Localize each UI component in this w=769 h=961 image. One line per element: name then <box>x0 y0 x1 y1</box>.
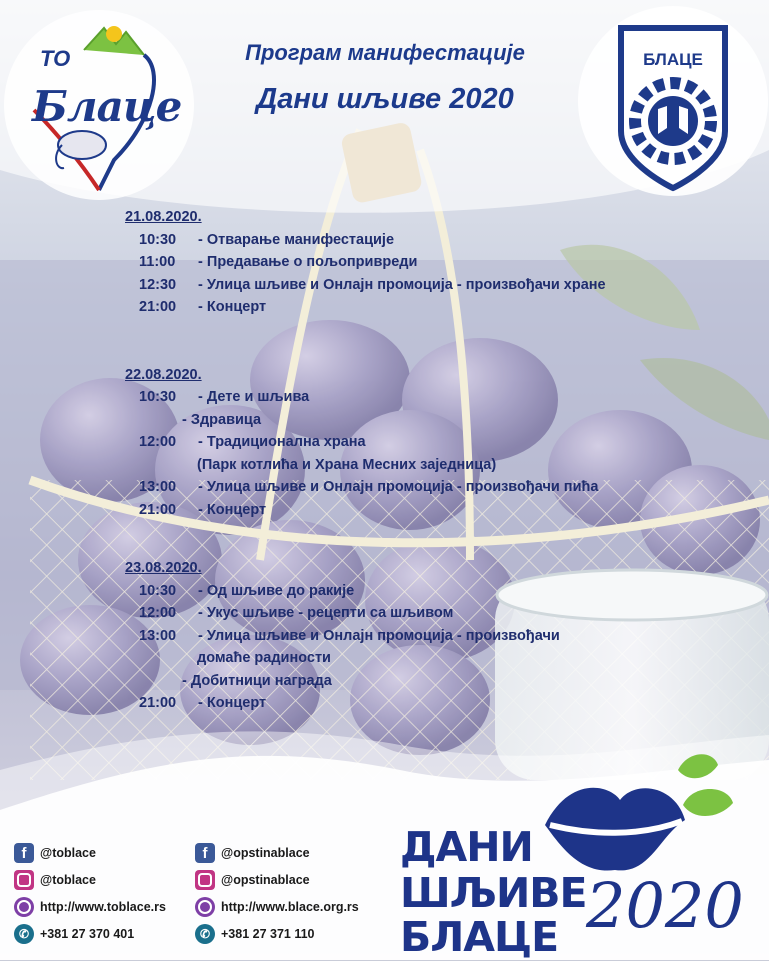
logo-line-2: ШЉИВЕ <box>400 869 587 917</box>
schedule-item: - Добитници награда <box>182 672 332 689</box>
logo-year: 2020 <box>586 869 744 942</box>
shield-icon <box>578 6 768 196</box>
contact-website[interactable]: http://www.blace.org.rs <box>195 897 359 917</box>
day-block <box>125 364 606 522</box>
facebook-icon: f <box>14 843 34 863</box>
schedule-item: домаће радиности <box>197 650 331 666</box>
schedule-item: 21:00 - Концерт <box>139 695 267 711</box>
day-block <box>125 206 606 319</box>
schedule-item: 10:30 - Отварање манифестације <box>139 231 395 248</box>
coat-of-arms-label: БЛАЦЕ <box>643 50 703 69</box>
instagram-icon <box>14 870 34 890</box>
day-date: 23.08.2020. <box>125 560 202 576</box>
program-title: Програм манифестације <box>245 40 525 65</box>
contact-facebook[interactable]: f @opstinablace <box>195 843 310 863</box>
schedule-item: (Парк котлића и Храна Месних заједница) <box>197 456 497 473</box>
contact-phone[interactable]: ✆ +381 27 371 110 <box>195 924 315 944</box>
schedule-item: 10:30 - Од шљиве до ракије <box>139 582 355 599</box>
logo-prefix: ТО <box>40 46 71 71</box>
contact-facebook[interactable]: f @toblace <box>14 843 96 863</box>
schedule-item: 12:30 - Улица шљиве и Онлајн промоција - произвођачи хране <box>139 276 606 293</box>
globe-icon <box>14 897 34 917</box>
festival-logo <box>400 745 765 961</box>
schedule-item: 13:00 - Улица шљиве и Онлајн промоција - произвођачи пића <box>139 479 599 495</box>
contact-website[interactable]: http://www.toblace.rs <box>14 897 166 917</box>
logo-line-3: БЛАЦЕ <box>400 913 559 961</box>
to-blace-logo <box>4 10 194 200</box>
day-date: 21.08.2020. <box>125 209 202 225</box>
logo-name: Блаце <box>32 82 182 131</box>
phone-icon: ✆ <box>195 924 215 944</box>
schedule-item: 21:00 - Концерт <box>139 299 267 315</box>
contact-instagram[interactable]: @toblace <box>14 870 96 890</box>
schedule <box>125 206 606 715</box>
contact-phone[interactable]: ✆ +381 27 370 401 <box>14 924 134 944</box>
schedule-item: 21:00 - Концерт <box>139 501 267 518</box>
day-block <box>125 557 606 715</box>
schedule-item: 10:30 - Дете и шљива <box>139 389 310 405</box>
instagram-icon <box>195 870 215 890</box>
phone-icon: ✆ <box>14 924 34 944</box>
logo-line-1: ДАНИ <box>400 823 533 871</box>
globe-icon <box>195 897 215 917</box>
contact-instagram[interactable]: @opstinablace <box>195 870 310 890</box>
day-date: 22.08.2020. <box>125 366 202 383</box>
schedule-item: 11:00 - Предавање о пољопривреди <box>139 254 418 270</box>
schedule-item: - Здравица <box>182 411 262 428</box>
blace-coat-of-arms <box>578 6 768 196</box>
schedule-item: 12:00 - Укус шљиве - рецепти са шљивом <box>139 605 454 621</box>
schedule-item: 13:00 - Улица шљиве и Онлајн промоција - произвођачи <box>139 627 560 644</box>
festival-title: Дани шљиве 2020 <box>256 83 514 115</box>
leaf-icon <box>668 745 738 835</box>
schedule-item: 12:00 - Традиционална храна <box>139 434 366 450</box>
facebook-icon: f <box>195 843 215 863</box>
